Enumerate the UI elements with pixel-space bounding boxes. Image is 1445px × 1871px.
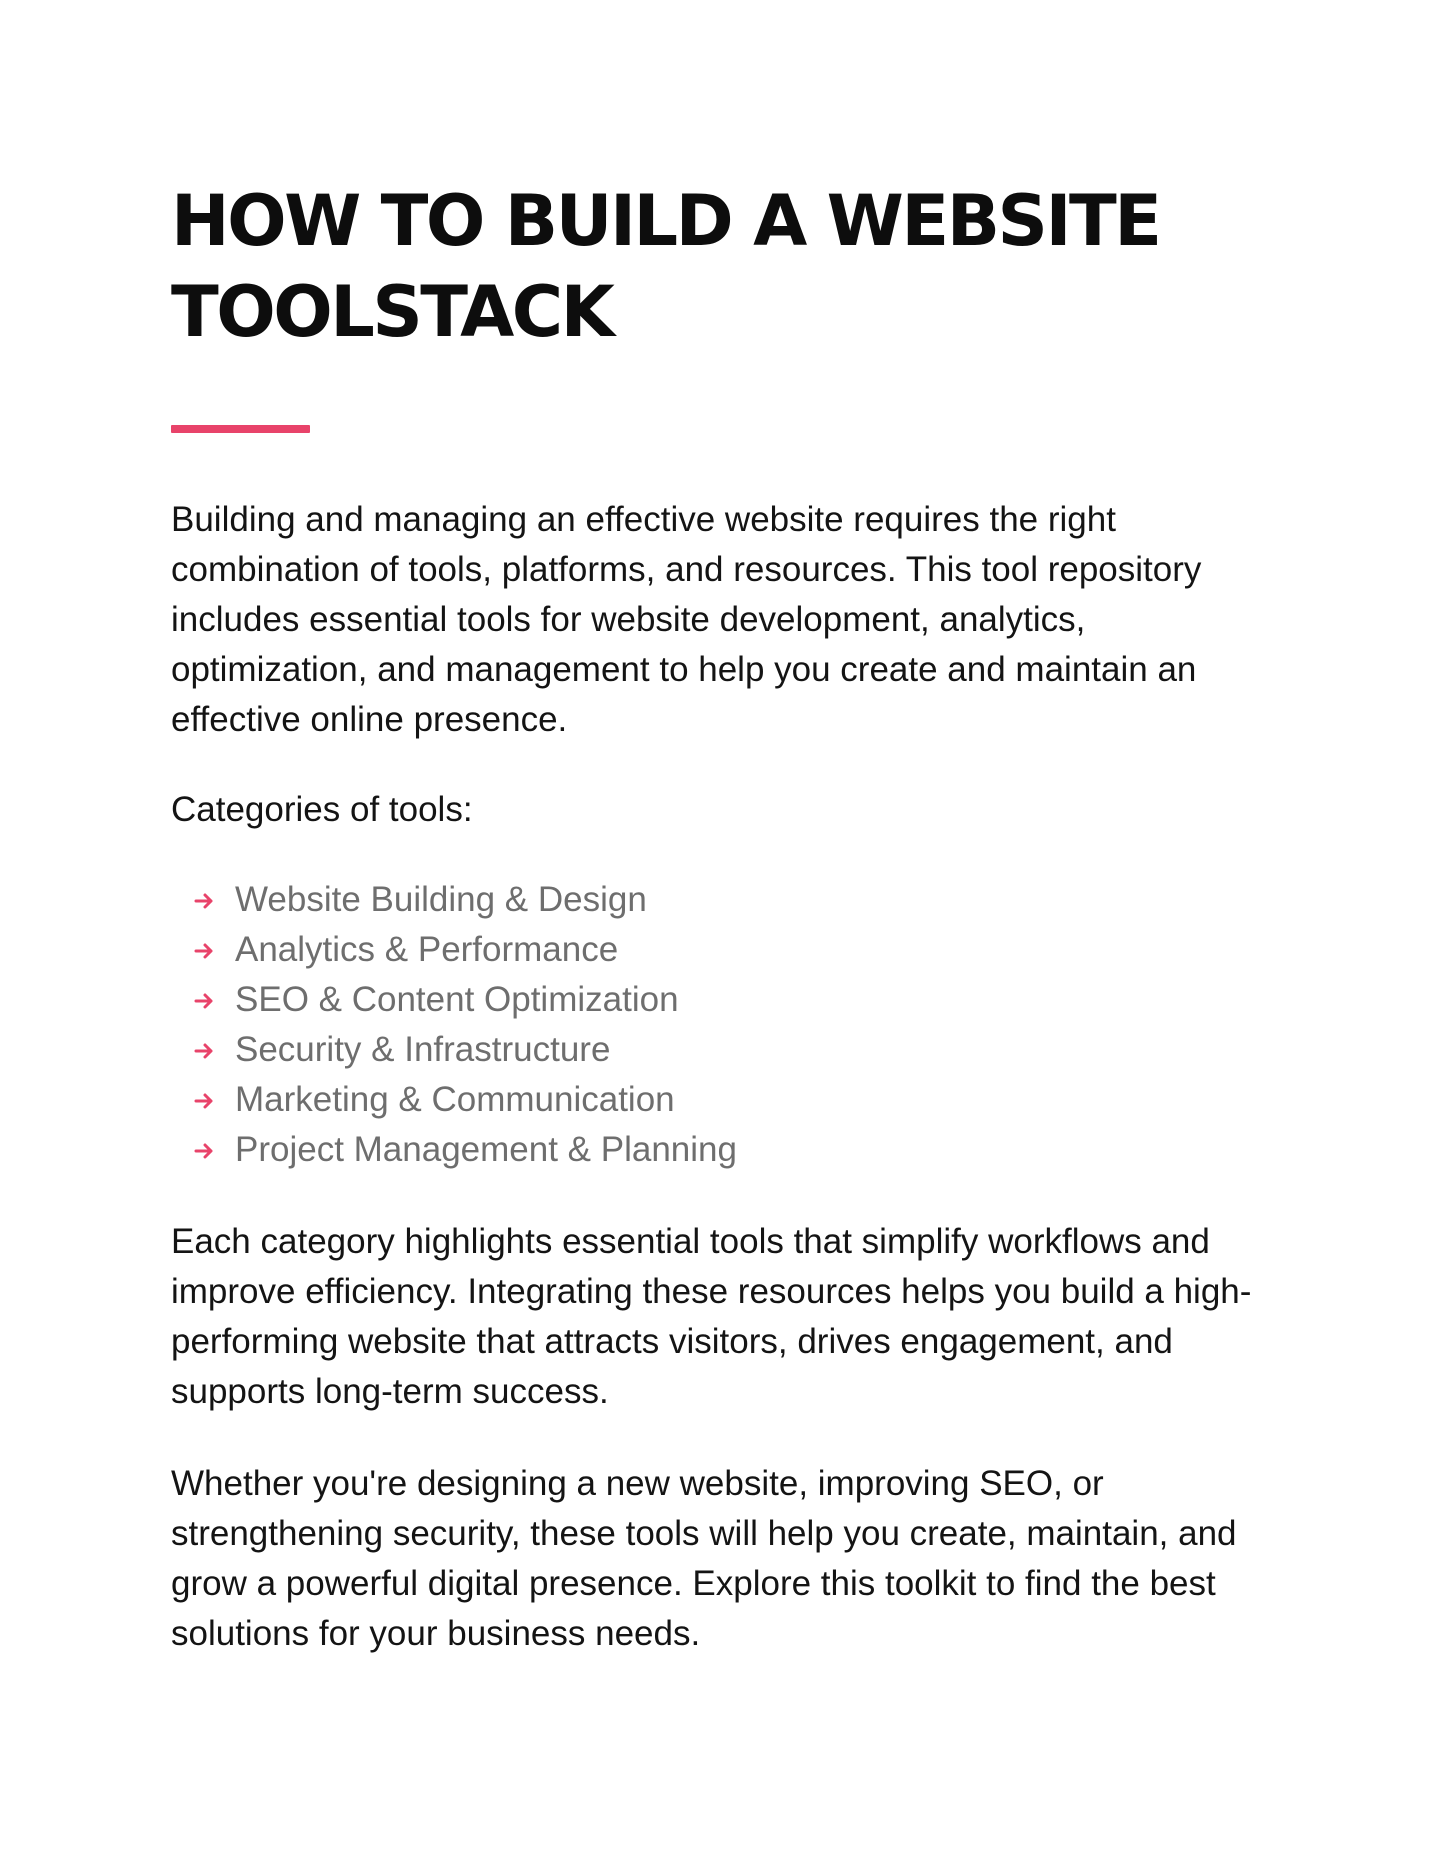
categories-heading: Categories of tools: bbox=[171, 790, 473, 829]
title-line-1: HOW TO BUILD A WEBSITE bbox=[171, 180, 1160, 262]
intro-paragraph: Building and managing an effective website requires the right combination of tools, platforms, and resources. This tool repository includes essential tools for website development, analytics, optimization, and management to help you create and maintain an effective online presence. bbox=[171, 500, 1202, 739]
arrow-right-icon bbox=[194, 1091, 216, 1111]
arrow-right-icon bbox=[194, 1041, 216, 1061]
arrow-right-icon bbox=[194, 991, 216, 1011]
list-item bbox=[171, 1025, 1291, 1075]
accent-divider bbox=[171, 425, 310, 433]
category-label: Analytics & Performance bbox=[235, 930, 619, 969]
arrow-right-icon bbox=[194, 1141, 216, 1161]
list-item bbox=[171, 1075, 1291, 1125]
page-content bbox=[171, 176, 1291, 1659]
list-item bbox=[171, 1125, 1291, 1175]
category-label: SEO & Content Optimization bbox=[235, 980, 679, 1019]
category-label: Website Building & Design bbox=[235, 880, 647, 919]
closing-paragraph-1: Each category highlights essential tools that simplify workflows and improve efficiency. Integrating these resources helps you build a high-performing website that attracts visitors, drives engagement, and supports long-term success. bbox=[171, 1222, 1252, 1411]
list-item bbox=[171, 925, 1291, 975]
category-label: Marketing & Communication bbox=[235, 1080, 675, 1119]
list-item bbox=[171, 975, 1291, 1025]
category-label: Project Management & Planning bbox=[235, 1130, 737, 1169]
arrow-right-icon bbox=[194, 941, 216, 961]
list-item bbox=[171, 875, 1291, 925]
categories-list bbox=[171, 875, 1291, 1175]
page-title bbox=[171, 176, 1291, 358]
closing-paragraph-2: Whether you're designing a new website, improving SEO, or strengthening security, these tools will help you create, maintain, and grow a powerful digital presence. Explore this toolkit to find the best solutions for your business needs. bbox=[171, 1464, 1237, 1653]
arrow-right-icon bbox=[194, 891, 216, 911]
title-line-2: TOOLSTACK bbox=[171, 271, 613, 353]
category-label: Security & Infrastructure bbox=[235, 1030, 611, 1069]
